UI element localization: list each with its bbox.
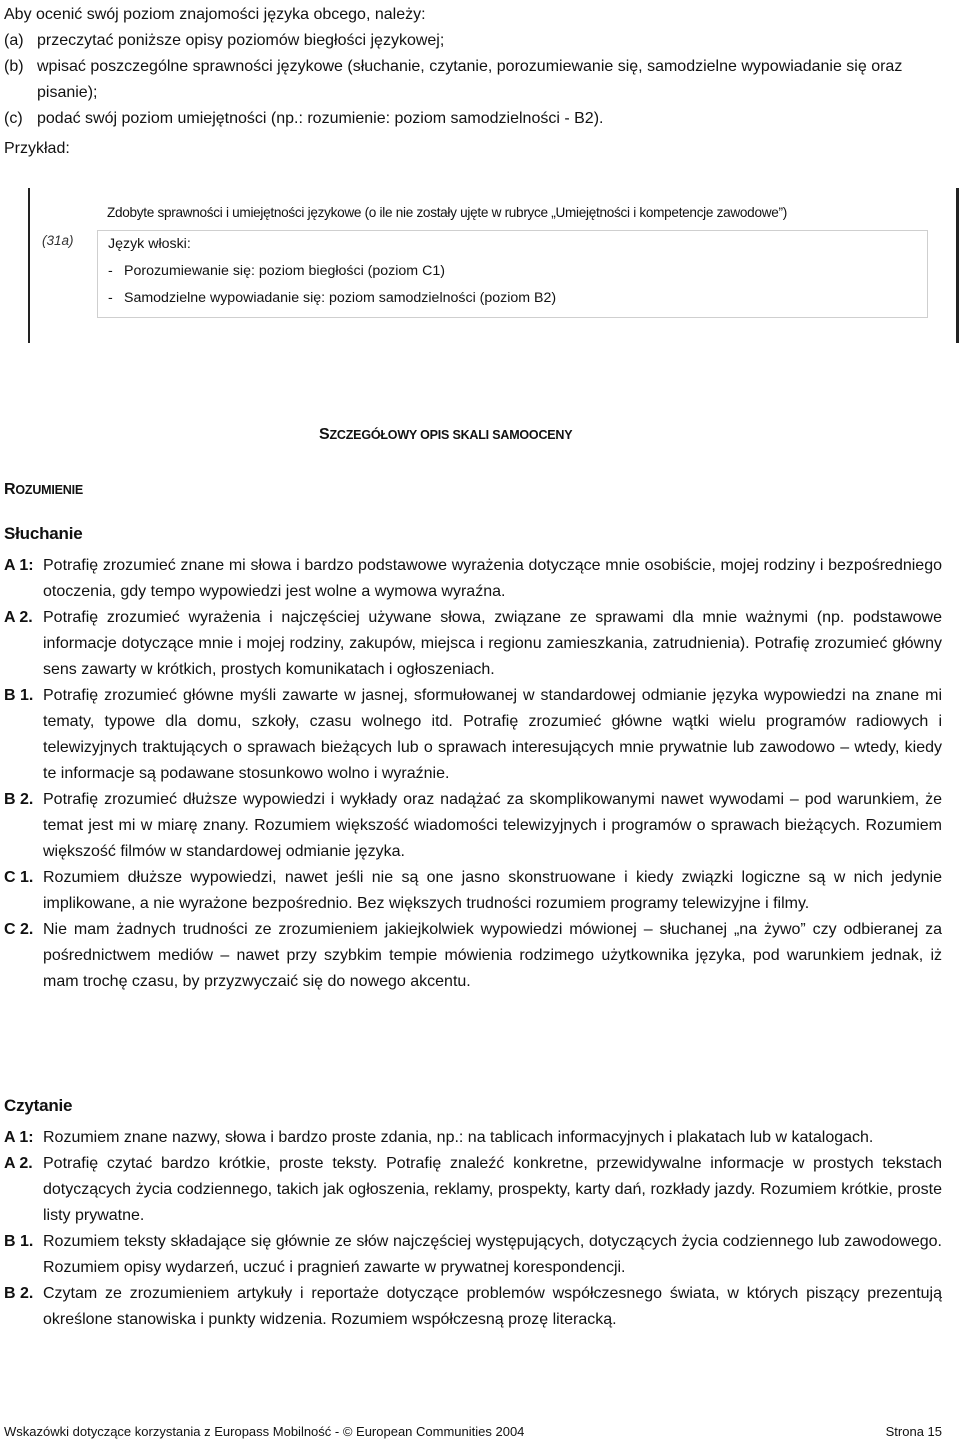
listening-section [4, 553, 942, 995]
section-heading: ROZUMIENIE [4, 481, 84, 498]
intro-step-c: (c) podać swój poziom umiejętności (np.: rozumienie: poziom samodzielności - B2). [4, 110, 604, 127]
page-number: Strona 15 [885, 1424, 942, 1439]
example-box [28, 188, 959, 343]
level-entry: B 2. Czytam ze zrozumieniem artykuły i reportaże dotyczące problemów współczesnego świata, w których piszący prezentują określone stanowiska i punkty widzenia. Rozumiem współczesną prozę literacką. [4, 1285, 942, 1328]
level-entry: C 2. Nie mam żadnych trudności ze zrozumieniem jakiejkolwiek wypowiedzi mówionej – słuchanej „na żywo” czy odbieranej za pośrednictwem mediów – nawet przy szybkim tempie mówienia rodzimego użytkownika języka, pod warunkiem jednak, iż mam trochę czasu, by przyzwyczaić się do nowego akcentu. [4, 921, 942, 990]
intro-instructions [4, 2, 954, 162]
example-header: Zdobyte sprawności i umiejętności językowe (o ile nie zostały ujęte w rubryce „Umiejętności i kompetencje zawodowe”) [107, 205, 787, 220]
level-entry: A 2. Potrafię zrozumieć wyrażenia i najczęściej używane słowa, związane ze sprawami dla mnie ważnymi (np. podstawowe informacje dotyczące mnie i mojej rodziny, zakupów, miejsca i regionu zamieszkania, zatrudnienia). Potrafię zrozumieć główny sens zawarty w krótkich, prostych komunikatach i ogłoszeniach. [4, 609, 942, 678]
example-code: (31a) [42, 233, 74, 248]
intro-step-a: (a) przeczytać poniższe opisy poziomów biegłości językowej; [4, 32, 445, 49]
level-entry: C 1. Rozumiem dłuższe wypowiedzi, nawet jeśli nie są one jasno skonstruowane i kiedy związki logiczne są w nich jedynie implikowane, a nie wyrażone bezpośrednio. Bez większych trudności rozumiem programy telewizyjne i filmy. [4, 869, 942, 912]
footer-copyright: Wskazówki dotyczące korzystania z Europass Mobilność - © European Communities 2004 [4, 1424, 525, 1439]
level-entry: A 2. Potrafię czytać bardzo krótkie, proste teksty. Potrafię znaleźć konkretne, przewidywalne informacje w prostych tekstach dotyczących życia codziennego, takich jak ogłoszenia, reklamy, prospekty, karty dań, rozkłady jazdy. Rozumiem krótkie, proste listy prywatne. [4, 1155, 942, 1224]
reading-section [4, 1125, 942, 1333]
example-language: Język włoski: [108, 236, 191, 252]
level-entry: B 1. Rozumiem teksty składające się głównie ze słów najczęściej występujących, dotyczących życia codziennego lub zawodowego. Rozumiem opisy wydarzeń, uczuć i pragnień zawarte w prywatnej korespondencji. [4, 1233, 942, 1276]
intro-step-b: (b) wpisać poszczególne sprawności językowe (słuchanie, czytanie, porozumiewanie się, samodzielne wypowiadanie się oraz pisanie); [4, 58, 903, 101]
level-entry: A 1: Rozumiem znane nazwy, słowa i bardzo proste zdania, np.: na tablicach informacyjnych i plakatach lub w katalogach. [4, 1129, 874, 1146]
scale-title: SZCZEGÓŁOWY OPIS SKALI SAMOOCENY [319, 426, 573, 443]
example-content [97, 230, 928, 318]
reading-title: Czytanie [4, 1096, 73, 1115]
level-entry: B 1. Potrafię zrozumieć główne myśli zawarte w jasnej, sformułowanej w standardowej odmianie języka wypowiedzi na znane mi tematy, typowe dla domu, szkoły, czasu wolnego itd. Potrafię zrozumieć główne wątki wielu programów radiowych i telewizyjnych traktujących o sprawach bieżących lub o sprawach interesujących mnie prywatnie lub zawodowo – wtedy, kiedy te informacje są podawane stosunkowo wolno i wyraźnie. [4, 687, 942, 782]
example-label: Przykład: [4, 140, 70, 157]
level-entry: A 1: Potrafię zrozumieć znane mi słowa i bardzo podstawowe wyrażenia dotyczące mnie osobiście, mojej rodziny i bezpośredniego otoczenia, gdy tempo wypowiedzi jest wolne a wymowa wyraźna. [4, 557, 942, 600]
example-item: - Porozumiewanie się: poziom biegłości (poziom C1) [108, 263, 445, 279]
page-footer [4, 1424, 942, 1439]
level-entry: B 2. Potrafię zrozumieć dłuższe wypowiedzi i wykłady oraz nadążać za skomplikowanymi nawet wywodami – pod warunkiem, że temat jest mi w miarę znany. Rozumiem większość wiadomości telewizyjnych i programów o sprawach bieżących. Rozumiem większość filmów w standardowej odmianie języka. [4, 791, 942, 860]
intro-line: Aby ocenić swój poziom znajomości języka obcego, należy: [4, 6, 426, 23]
listening-title: Słuchanie [4, 524, 83, 543]
example-item: - Samodzielne wypowiadanie się: poziom samodzielności (poziom B2) [108, 290, 557, 306]
